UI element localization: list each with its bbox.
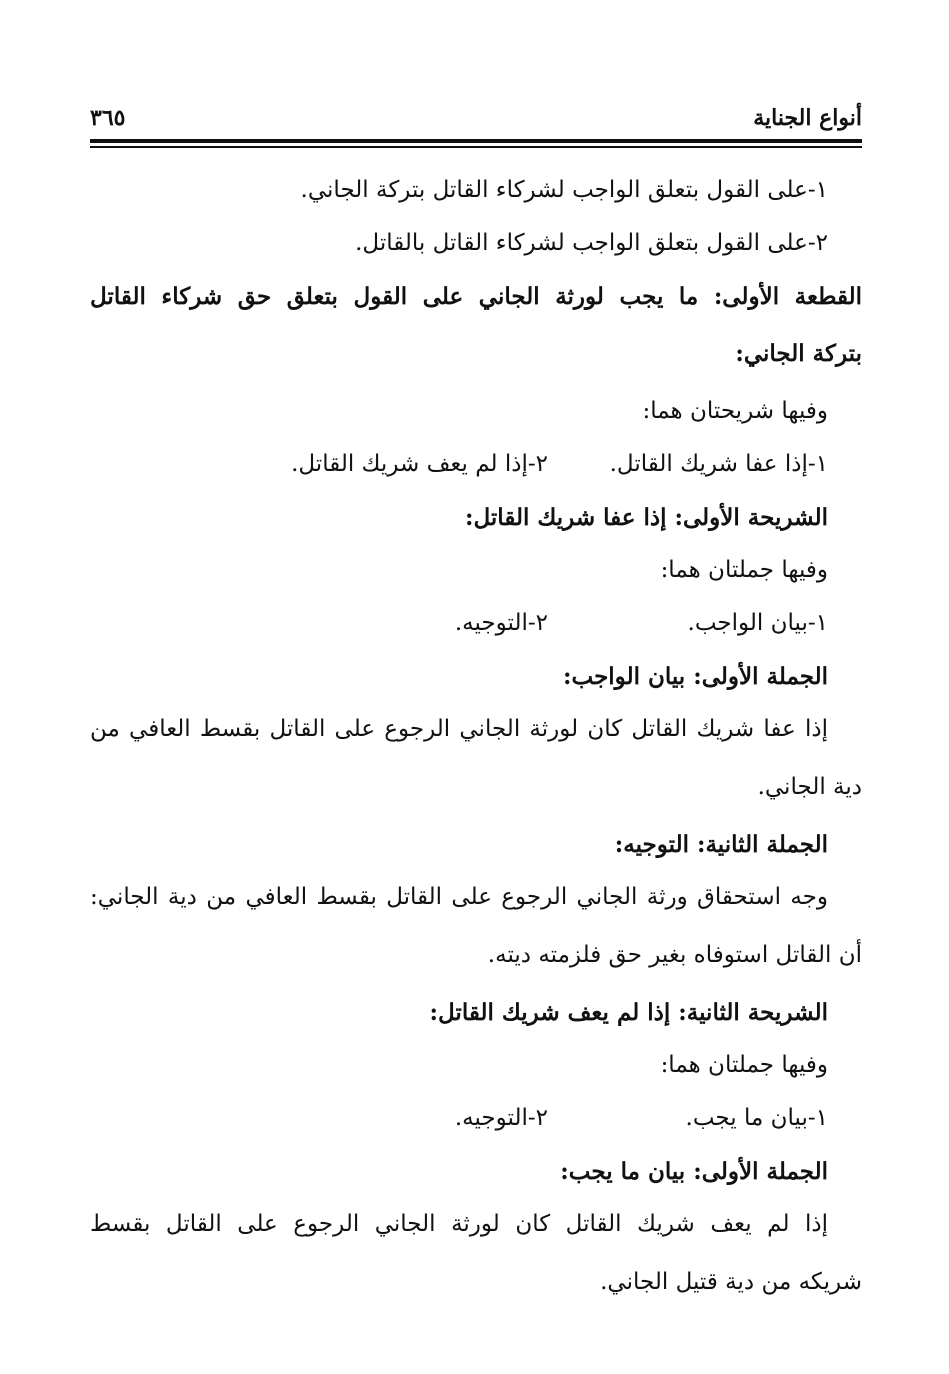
paragraph: وفيها جملتان هما: [660, 557, 828, 583]
running-header [90, 100, 862, 136]
paragraph: وفيها شريحتان هما: [642, 398, 828, 424]
paragraph-continued: شريكه من دية قتيل الجاني. [600, 1269, 862, 1295]
paragraph-continued: أن القاتل استوفاه بغير حق فلزمته ديته. [487, 942, 862, 968]
two-column-list [90, 438, 862, 491]
page-body [90, 164, 862, 1313]
list-item: ٢-التوجيه. [454, 610, 548, 636]
paragraph: وجه استحقاق ورثة الجاني الرجوع على القاتل بقسط العافي من دية الجاني: [90, 884, 828, 910]
list-item: ١-بيان ما يجب. [685, 1105, 828, 1131]
paragraph-continued: دية الجاني. [757, 774, 862, 800]
page-number: ٣٦٥ [90, 105, 126, 131]
list-item: ٢-إذا لم يعف شريك القاتل. [291, 451, 548, 477]
two-column-list [90, 597, 862, 650]
list-item: ٢-على القول بتعلق الواجب لشركاء القاتل بالقاتل. [355, 230, 828, 256]
subsection-heading: الشريحة الثانية: إذا لم يعف شريك القاتل: [429, 999, 828, 1026]
section-heading: القطعة الأولى: ما يجب لورثة الجاني على القول بتعلق حق شركاء القاتل [90, 283, 862, 310]
paragraph: وفيها جملتان هما: [660, 1052, 828, 1078]
list-item: ١-على القول بتعلق الواجب لشركاء القاتل بتركة الجاني. [300, 177, 828, 203]
chapter-title: أنواع الجناية [753, 105, 862, 131]
list-item: ٢-التوجيه. [454, 1105, 548, 1131]
section-heading-continued: بتركة الجاني: [735, 340, 862, 367]
subsection-heading: الشريحة الأولى: إذا عفا شريك القاتل: [465, 504, 828, 531]
subsection-heading: الجملة الثانية: التوجيه: [614, 831, 828, 858]
subsection-heading: الجملة الأولى: بيان ما يجب: [560, 1158, 828, 1185]
subsection-heading: الجملة الأولى: بيان الواجب: [563, 663, 828, 690]
paragraph: إذا عفا شريك القاتل كان لورثة الجاني الرجوع على القاتل بقسط العافي من [90, 716, 828, 742]
list-item: ١-بيان الواجب. [687, 610, 828, 636]
header-rule-thick [90, 139, 862, 143]
paragraph: إذا لم يعف شريك القاتل كان لورثة الجاني الرجوع على القاتل بقسط [90, 1211, 828, 1237]
list-item: ١-إذا عفا شريك القاتل. [609, 451, 828, 477]
two-column-list [90, 1092, 862, 1145]
header-rule-thin [90, 146, 862, 148]
